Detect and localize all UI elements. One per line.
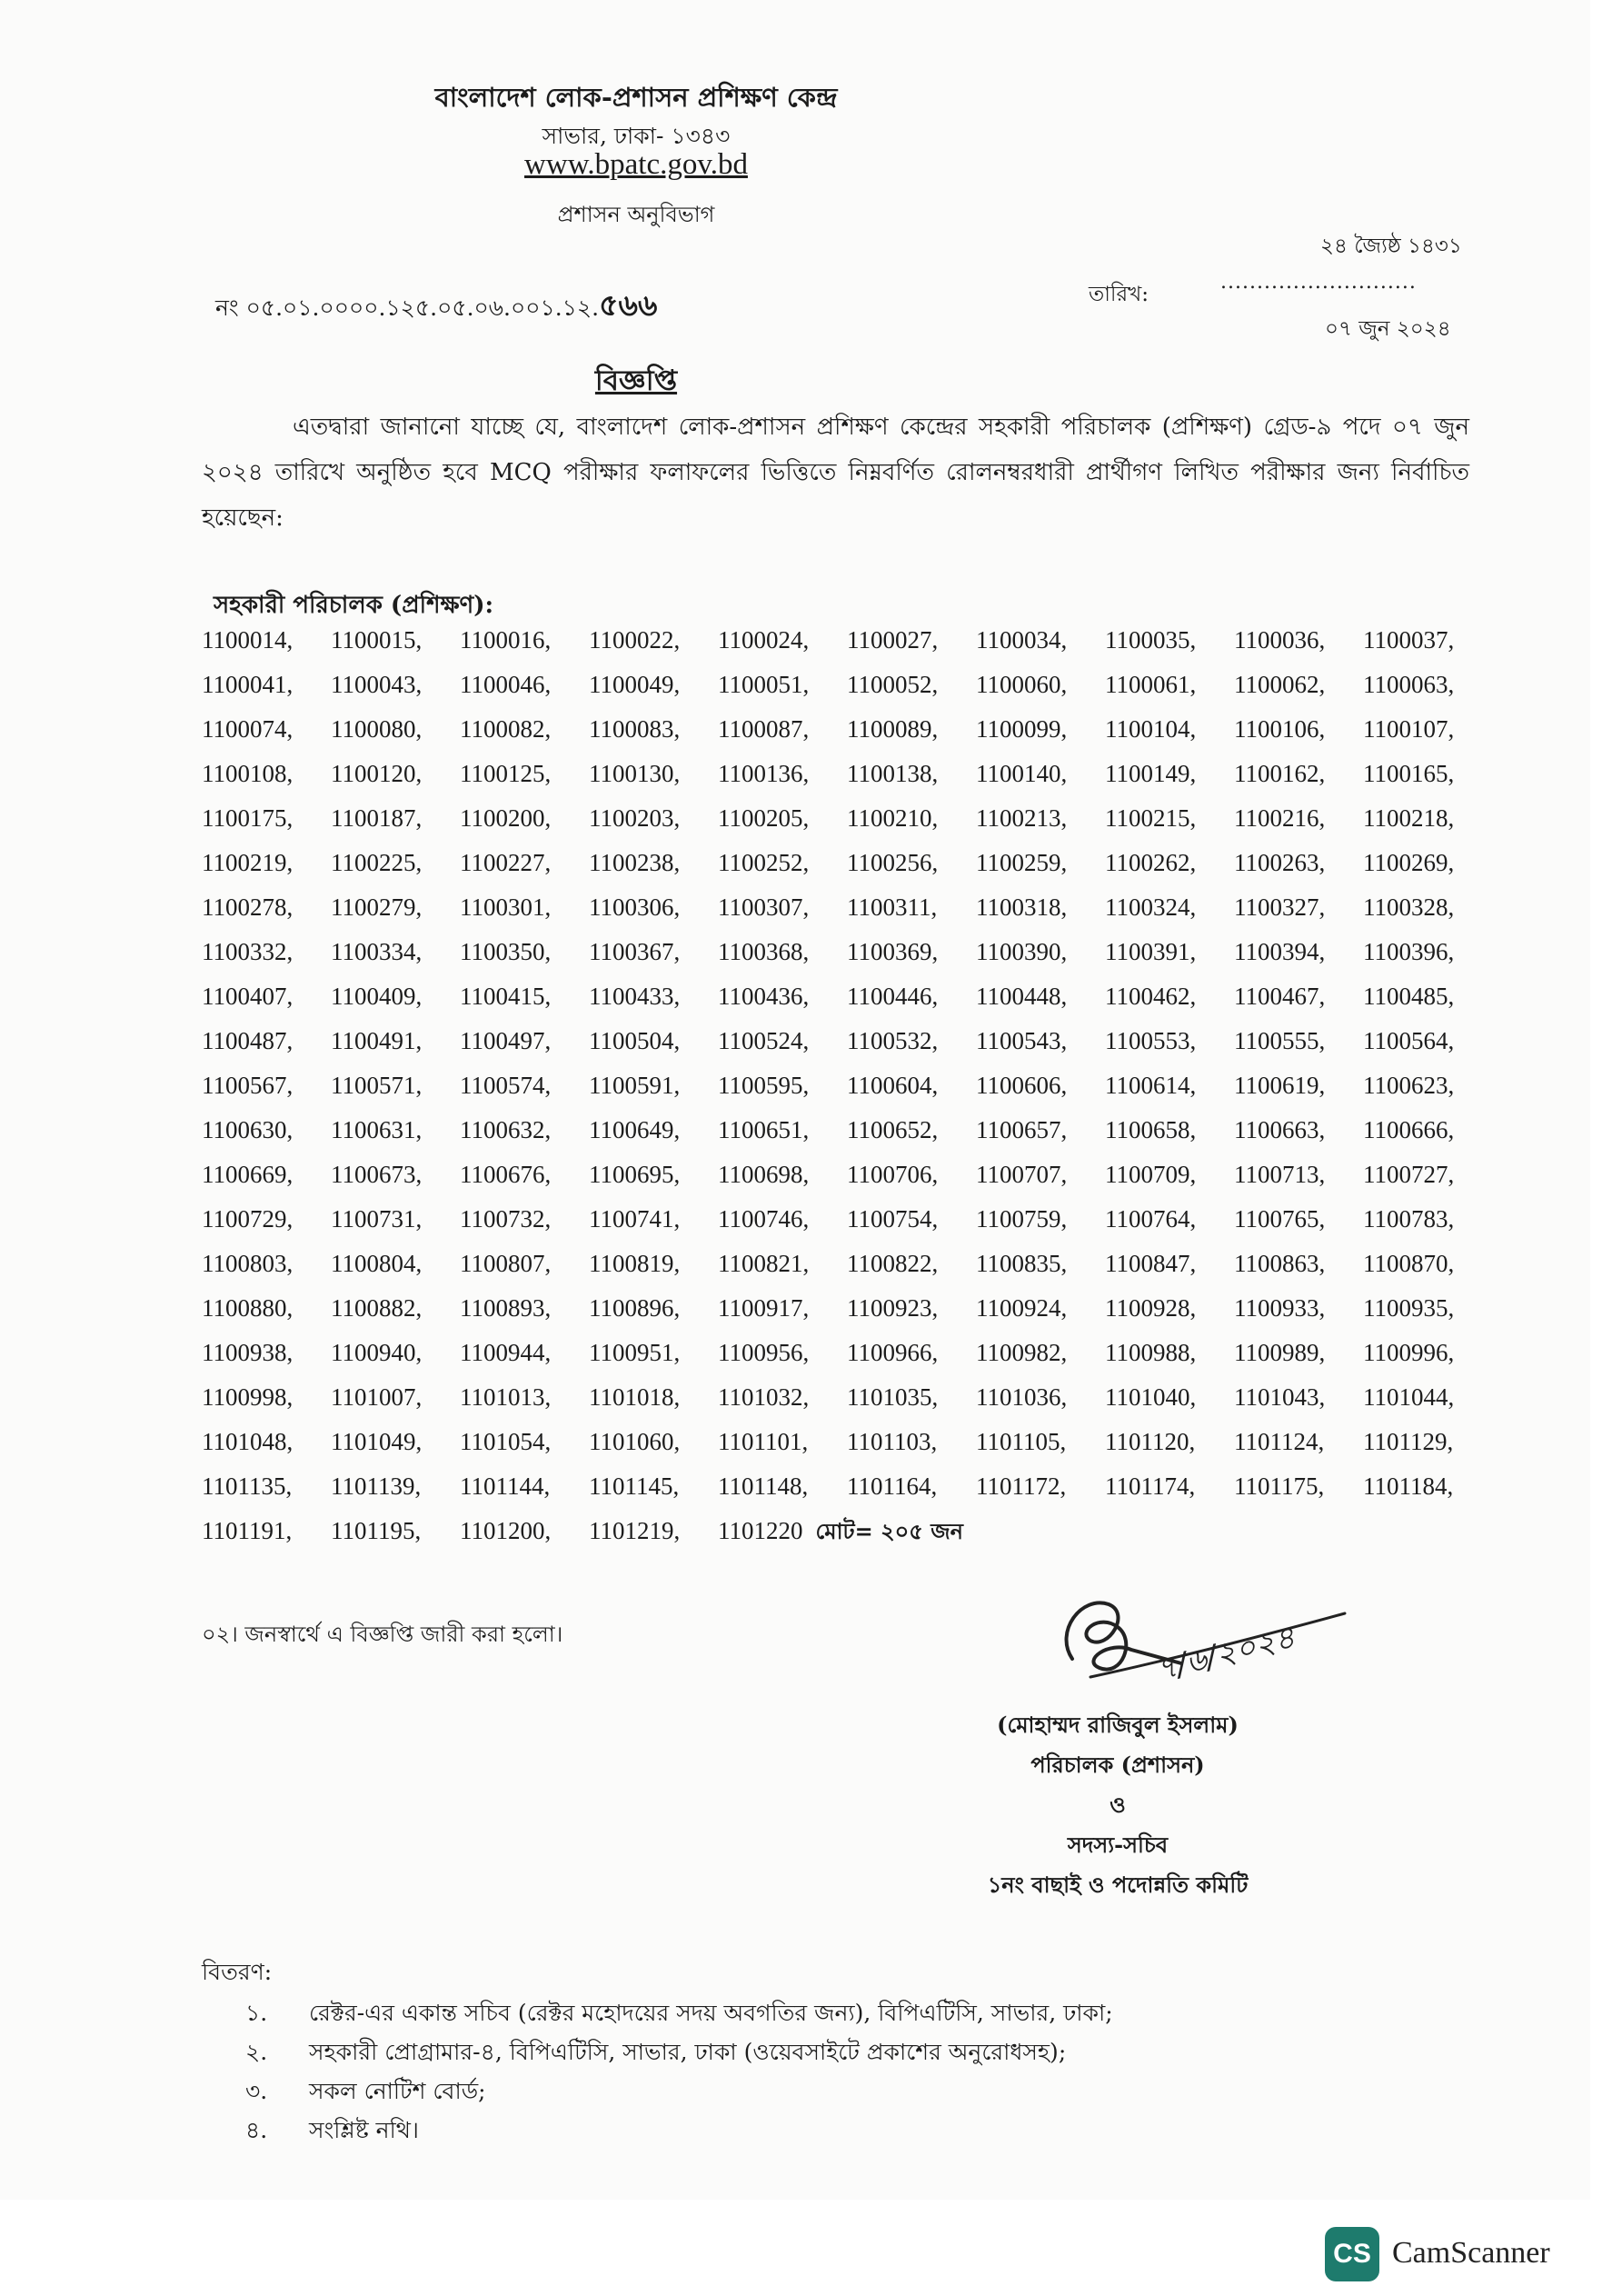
- roll-number: 1100082,: [460, 715, 552, 743]
- roll-number: 1100713,: [1234, 1161, 1326, 1188]
- roll-number: 1100882,: [331, 1294, 423, 1322]
- roll-number: 1100746,: [718, 1205, 810, 1233]
- roll-number: 1100676,: [460, 1161, 552, 1188]
- roll-number: 1101175,: [1234, 1472, 1325, 1500]
- date-bangla: ২৪ জ্যৈষ্ঠ ১৪৩১: [1320, 235, 1462, 258]
- roll-number: 1100504,: [589, 1027, 681, 1054]
- distribution-item-number: ৩.: [245, 2078, 268, 2104]
- roll-number: 1101129,: [1363, 1428, 1454, 1455]
- roll-number: 1101018,: [589, 1383, 681, 1411]
- roll-number: 1100080,: [331, 715, 423, 743]
- roll-number: 1100052,: [847, 671, 939, 698]
- roll-number: 1100215,: [1105, 804, 1197, 832]
- signatory-name: (মোহাম্মদ রাজিবুল ইসলাম): [997, 1712, 1239, 1738]
- roll-number: 1100933,: [1234, 1294, 1326, 1322]
- roll-number: 1100709,: [1105, 1161, 1197, 1188]
- roll-number: 1100732,: [460, 1205, 552, 1233]
- roll-number: 1100614,: [1105, 1072, 1197, 1099]
- roll-number: 1100049,: [589, 671, 681, 698]
- roll-number: 1100938,: [202, 1339, 294, 1366]
- roll-number: 1100034,: [976, 626, 1068, 654]
- roll-number: 1100060,: [976, 671, 1068, 698]
- roll-number: 1101174,: [1105, 1472, 1196, 1500]
- roll-number: 1101200,: [460, 1517, 552, 1544]
- list-heading: সহকারী পরিচালক (প্রশিক্ষণ):: [214, 592, 494, 619]
- roll-number: 1100311,: [847, 893, 938, 921]
- roll-number: 1100765,: [1234, 1205, 1326, 1233]
- roll-number: 1100741,: [589, 1205, 681, 1233]
- roll-number: 1100074,: [202, 715, 294, 743]
- distribution-item-number: ৪.: [245, 2117, 268, 2143]
- memo-number-suffix: ৫৬৬: [599, 287, 658, 323]
- roll-number: 1100448,: [976, 983, 1068, 1010]
- roll-number: 1100446,: [847, 983, 939, 1010]
- paragraph-2: ০২। জনস্বার্থে এ বিজ্ঞপ্তি জারী করা হলো।: [202, 1622, 563, 1647]
- roll-number: 1101148,: [718, 1472, 809, 1500]
- roll-number-list: [202, 618, 1492, 1553]
- roll-number: 1100205,: [718, 804, 810, 832]
- roll-number: 1100099,: [976, 715, 1068, 743]
- roll-number: 1100252,: [718, 849, 810, 876]
- roll-number: 1101145,: [589, 1472, 680, 1500]
- roll-number: 1100870,: [1363, 1250, 1455, 1277]
- roll-number: 1100663,: [1234, 1116, 1326, 1143]
- roll-number: 1100106,: [1234, 715, 1326, 743]
- roll-number: 1100928,: [1105, 1294, 1197, 1322]
- division-name: প্রশাসন অনুবিভাগ: [557, 202, 715, 227]
- roll-number: 1100649,: [589, 1116, 681, 1143]
- total-count: মোট= ২০৫ জন: [815, 1518, 964, 1544]
- roll-number: 1100595,: [718, 1072, 810, 1099]
- roll-number: 1100591,: [589, 1072, 681, 1099]
- roll-number: 1100200,: [460, 804, 552, 832]
- roll-number: 1100669,: [202, 1161, 294, 1188]
- roll-number: 1101060,: [589, 1428, 681, 1455]
- camscanner-logo-icon: CS: [1325, 2227, 1379, 2281]
- roll-number: 1100259,: [976, 849, 1068, 876]
- notice-body: এতদ্বারা জানানো যাচ্ছে যে, বাংলাদেশ লোক-প্রশাসন প্রশিক্ষণ কেন্দ্রের সহকারী পরিচালক (প্রশিক্ষণ) গ্রেড-৯ পদে ০৭ জুন ২০২৪ তারিখে অনুষ্ঠিত হবে MCQ পরীক্ষার ফলাফলের ভিত্তিতে নিম্নবর্ণিত রোলনম্বরধারী প্রার্থীগণ লিখিত পরীক্ষার জন্য নির্বাচিত হয়েছেন:: [202, 414, 1469, 532]
- roll-number: 1100553,: [1105, 1027, 1197, 1054]
- roll-number: 1100863,: [1234, 1250, 1326, 1277]
- signatory-title-3: ১নং বাছাই ও পদোন্নতি কমিটি: [987, 1872, 1249, 1898]
- roll-number: 1100061,: [1105, 671, 1197, 698]
- roll-number: 1100555,: [1234, 1027, 1326, 1054]
- roll-number: 1101219,: [589, 1517, 681, 1544]
- roll-number: 1100279,: [331, 893, 423, 921]
- roll-number: 1100436,: [718, 983, 810, 1010]
- roll-number: 1100497,: [460, 1027, 552, 1054]
- signature-date: ৭/৬/২০২৪: [1152, 1619, 1299, 1689]
- roll-number: 1100917,: [718, 1294, 810, 1322]
- roll-number: 1100433,: [589, 983, 681, 1010]
- roll-number: 1100896,: [589, 1294, 681, 1322]
- roll-number: 1100807,: [460, 1250, 552, 1277]
- roll-number: 1100989,: [1234, 1339, 1326, 1366]
- roll-number: 1100334,: [331, 938, 423, 965]
- roll-number: 1100063,: [1363, 671, 1455, 698]
- roll-number: 1100944,: [460, 1339, 552, 1366]
- roll-number: 1100966,: [847, 1339, 939, 1366]
- camscanner-watermark: CamScanner: [1392, 2236, 1550, 2270]
- roll-number: 1100666,: [1363, 1116, 1455, 1143]
- roll-number: 1100037,: [1363, 626, 1455, 654]
- roll-number: 1100632,: [460, 1116, 552, 1143]
- roll-number: 1101135,: [202, 1472, 293, 1500]
- date-english: ০৭ জুন ২০২৪: [1325, 317, 1451, 341]
- distribution-item-number: ২.: [245, 2039, 268, 2065]
- roll-number: 1100729,: [202, 1205, 294, 1233]
- roll-number: 1101120,: [1105, 1428, 1196, 1455]
- roll-number: 1100409,: [331, 983, 423, 1010]
- roll-number: 1100041,: [202, 671, 294, 698]
- distribution-item-text: সকল নোটিশ বোর্ড;: [309, 2078, 486, 2104]
- roll-number: 1100328,: [1363, 893, 1455, 921]
- roll-number: 1100524,: [718, 1027, 810, 1054]
- roll-number: 1101101,: [718, 1428, 809, 1455]
- roll-number: 1100332,: [202, 938, 294, 965]
- roll-number: 1101139,: [331, 1472, 422, 1500]
- roll-number: 1100893,: [460, 1294, 552, 1322]
- roll-number: 1101049,: [331, 1428, 423, 1455]
- distribution-item-text: সংশ্লিষ্ট নথি।: [309, 2117, 419, 2143]
- roll-number: 1100256,: [847, 849, 939, 876]
- roll-number: 1100104,: [1105, 715, 1197, 743]
- roll-number: 1101103,: [847, 1428, 938, 1455]
- roll-number: 1100821,: [718, 1250, 810, 1277]
- roll-number: 1100136,: [718, 760, 810, 787]
- distribution-item-text: সহকারী প্রোগ্রামার-৪, বিপিএটিসি, সাভার, ঢাকা (ওয়েবসাইটে প্রকাশের অনুরোধসহ);: [309, 2039, 1067, 2065]
- roll-number: 1100301,: [460, 893, 552, 921]
- roll-number: 1100803,: [202, 1250, 294, 1277]
- roll-number: 1100203,: [589, 804, 681, 832]
- roll-number: 1100140,: [976, 760, 1068, 787]
- roll-number: 1100036,: [1234, 626, 1326, 654]
- roll-number: 1100631,: [331, 1116, 423, 1143]
- roll-number: 1100695,: [589, 1161, 681, 1188]
- roll-number: 1100187,: [331, 804, 423, 832]
- roll-number: 1100623,: [1363, 1072, 1455, 1099]
- roll-number: 1100564,: [1363, 1027, 1455, 1054]
- roll-number: 1100120,: [331, 760, 423, 787]
- roll-number: 1100764,: [1105, 1205, 1197, 1233]
- roll-number: 1100754,: [847, 1205, 939, 1233]
- roll-number: 1100083,: [589, 715, 681, 743]
- roll-number: 1100574,: [460, 1072, 552, 1099]
- roll-number: 1101105,: [976, 1428, 1067, 1455]
- roll-number: 1100014,: [202, 626, 294, 654]
- roll-number: 1100835,: [976, 1250, 1068, 1277]
- roll-number: 1101054,: [460, 1428, 552, 1455]
- roll-number: 1100051,: [718, 671, 810, 698]
- date-dots: ...........................: [1220, 271, 1417, 294]
- roll-number: 1101044,: [1363, 1383, 1455, 1411]
- roll-number: 1100491,: [331, 1027, 423, 1054]
- date-label: তারিখ:: [1089, 283, 1149, 306]
- roll-number: 1100822,: [847, 1250, 939, 1277]
- roll-number: 1101220 মোট= ২০৫ জন: [718, 1517, 964, 1544]
- roll-number: 1100657,: [976, 1116, 1068, 1143]
- roll-number: 1100783,: [1363, 1205, 1455, 1233]
- memo-number-prefix: নং ০৫.০১.০০০০.১২৫.০৫.০৬.০০১.১২.: [215, 294, 600, 321]
- roll-number: 1100673,: [331, 1161, 423, 1188]
- roll-number: 1100087,: [718, 715, 810, 743]
- roll-number: 1100988,: [1105, 1339, 1197, 1366]
- roll-number: 1100847,: [1105, 1250, 1197, 1277]
- roll-number: 1100368,: [718, 938, 810, 965]
- roll-number: 1100706,: [847, 1161, 939, 1188]
- roll-number: 1100606,: [976, 1072, 1068, 1099]
- roll-number: 1100350,: [460, 938, 552, 965]
- roll-number: 1100630,: [202, 1116, 294, 1143]
- roll-number: 1100619,: [1234, 1072, 1326, 1099]
- notice-title-wrap: [0, 359, 1272, 406]
- distribution-item: [245, 2073, 486, 2112]
- roll-number: 1100727,: [1363, 1161, 1455, 1188]
- roll-number: 1100035,: [1105, 626, 1197, 654]
- distribution-item-number: ১.: [245, 2000, 268, 2026]
- roll-number: 1100394,: [1234, 938, 1326, 965]
- roll-number: 1100213,: [976, 804, 1068, 832]
- roll-number: 1100162,: [1234, 760, 1326, 787]
- roll-number: 1100210,: [847, 804, 939, 832]
- roll-number: 1101195,: [331, 1517, 422, 1544]
- roll-number: 1100819,: [589, 1250, 681, 1277]
- roll-number: 1100216,: [1234, 804, 1326, 832]
- roll-number: 1100238,: [589, 849, 681, 876]
- roll-number: 1100407,: [202, 983, 294, 1010]
- roll-number: 1101172,: [976, 1472, 1067, 1500]
- roll-number: 1100996,: [1363, 1339, 1455, 1366]
- signature-area: [1045, 1577, 1354, 1713]
- signatory-title-2: সদস্য-সচিব: [1067, 1832, 1169, 1858]
- roll-number: 1100998,: [202, 1383, 294, 1411]
- roll-number: 1100219,: [202, 849, 294, 876]
- roll-number: 1100604,: [847, 1072, 939, 1099]
- roll-number: 1100043,: [331, 671, 423, 698]
- roll-number: 1100567,: [202, 1072, 294, 1099]
- roll-number: 1101164,: [847, 1472, 938, 1500]
- roll-number: 1100652,: [847, 1116, 939, 1143]
- roll-number: 1100571,: [331, 1072, 423, 1099]
- roll-number: 1100269,: [1363, 849, 1455, 876]
- roll-number: 1100367,: [589, 938, 681, 965]
- roll-number: 1100306,: [589, 893, 681, 921]
- roll-number: 1100062,: [1234, 671, 1326, 698]
- roll-number: 1100046,: [460, 671, 552, 698]
- roll-number: 1100089,: [847, 715, 939, 743]
- roll-number: 1100923,: [847, 1294, 939, 1322]
- roll-number: 1100467,: [1234, 983, 1326, 1010]
- handwritten-signature: [1045, 1577, 1354, 1713]
- roll-number: 1100759,: [976, 1205, 1068, 1233]
- roll-number: 1100125,: [460, 760, 552, 787]
- roll-number: 1101007,: [331, 1383, 423, 1411]
- roll-number: 1100956,: [718, 1339, 810, 1366]
- roll-number: 1101035,: [847, 1383, 939, 1411]
- roll-number: 1100015,: [331, 626, 423, 654]
- roll-number: 1100951,: [589, 1339, 681, 1366]
- roll-number: 1100698,: [718, 1161, 810, 1188]
- roll-number: 1100227,: [460, 849, 552, 876]
- roll-number: 1100307,: [718, 893, 810, 921]
- org-address: সাভার, ঢাকা- ১৩৪৩: [542, 123, 731, 149]
- roll-number: 1101040,: [1105, 1383, 1197, 1411]
- roll-number: 1100225,: [331, 849, 423, 876]
- roll-number: 1101144,: [460, 1472, 551, 1500]
- signatory-conjunction: ও: [1110, 1792, 1126, 1818]
- roll-number: 1100391,: [1105, 938, 1197, 965]
- roll-number: 1100149,: [1105, 760, 1197, 787]
- roll-number: 1101032,: [718, 1383, 810, 1411]
- roll-number: 1100731,: [331, 1205, 423, 1233]
- signatory-title-1: পরিচালক (প্রশাসন): [1030, 1752, 1205, 1778]
- roll-number: 1100880,: [202, 1294, 294, 1322]
- roll-number: 1100262,: [1105, 849, 1197, 876]
- roll-number: 1100175,: [202, 804, 294, 832]
- distribution-item: [245, 2034, 1066, 2073]
- roll-number: 1101048,: [202, 1428, 294, 1455]
- notice-title: বিজ্ঞপ্তি: [594, 364, 678, 397]
- roll-number: 1100982,: [976, 1339, 1068, 1366]
- distribution-item: [245, 1995, 1113, 2034]
- roll-number: 1101013,: [460, 1383, 552, 1411]
- roll-number: 1100263,: [1234, 849, 1326, 876]
- roll-number: 1100130,: [589, 760, 681, 787]
- roll-number: 1100165,: [1363, 760, 1455, 787]
- roll-number: 1100390,: [976, 938, 1068, 965]
- roll-number: 1100935,: [1363, 1294, 1455, 1322]
- roll-number: 1100278,: [202, 893, 294, 921]
- roll-number: 1100658,: [1105, 1116, 1197, 1143]
- roll-number: 1100108,: [202, 760, 294, 787]
- roll-number: 1100396,: [1363, 938, 1455, 965]
- roll-number: 1100532,: [847, 1027, 939, 1054]
- roll-number: 1100327,: [1234, 893, 1326, 921]
- roll-number: 1100924,: [976, 1294, 1068, 1322]
- roll-number: 1101191,: [202, 1517, 293, 1544]
- roll-number: 1101124,: [1234, 1428, 1325, 1455]
- roll-number: 1100318,: [976, 893, 1068, 921]
- distribution-item-text: রেক্টর-এর একান্ত সচিব (রেক্টর মহোদয়ের সদয় অবগতির জন্য), বিপিএটিসি, সাভার, ঢাকা;: [309, 2000, 1113, 2026]
- roll-number: 1100462,: [1105, 983, 1197, 1010]
- distribution-heading: বিতরণ:: [202, 1959, 273, 1985]
- roll-number: 1100707,: [976, 1161, 1068, 1188]
- roll-number: 1100022,: [589, 626, 681, 654]
- roll-number: 1100369,: [847, 938, 939, 965]
- roll-number: 1100485,: [1363, 983, 1455, 1010]
- roll-number: 1101043,: [1234, 1383, 1326, 1411]
- roll-number: 1100024,: [718, 626, 810, 654]
- roll-number: 1101184,: [1363, 1472, 1454, 1500]
- roll-number: 1100324,: [1105, 893, 1197, 921]
- roll-number: 1100415,: [460, 983, 552, 1010]
- roll-number: 1100016,: [460, 626, 552, 654]
- roll-number: 1100940,: [331, 1339, 423, 1366]
- roll-number: 1100804,: [331, 1250, 423, 1277]
- roll-number: 1101036,: [976, 1383, 1068, 1411]
- roll-number: 1100651,: [718, 1116, 810, 1143]
- roll-number: 1100138,: [847, 760, 939, 787]
- distribution-item: [245, 2112, 419, 2151]
- org-website: www.bpatc.gov.bd: [524, 148, 748, 181]
- org-name: বাংলাদেশ লোক-প্রশাসন প্রশিক্ষণ কেন্দ্র: [434, 82, 838, 113]
- roll-number: 1100218,: [1363, 804, 1455, 832]
- roll-number: 1100543,: [976, 1027, 1068, 1054]
- roll-number: 1100027,: [847, 626, 939, 654]
- roll-number: 1100107,: [1363, 715, 1455, 743]
- memo-number: [215, 282, 657, 333]
- roll-number: 1100487,: [202, 1027, 294, 1054]
